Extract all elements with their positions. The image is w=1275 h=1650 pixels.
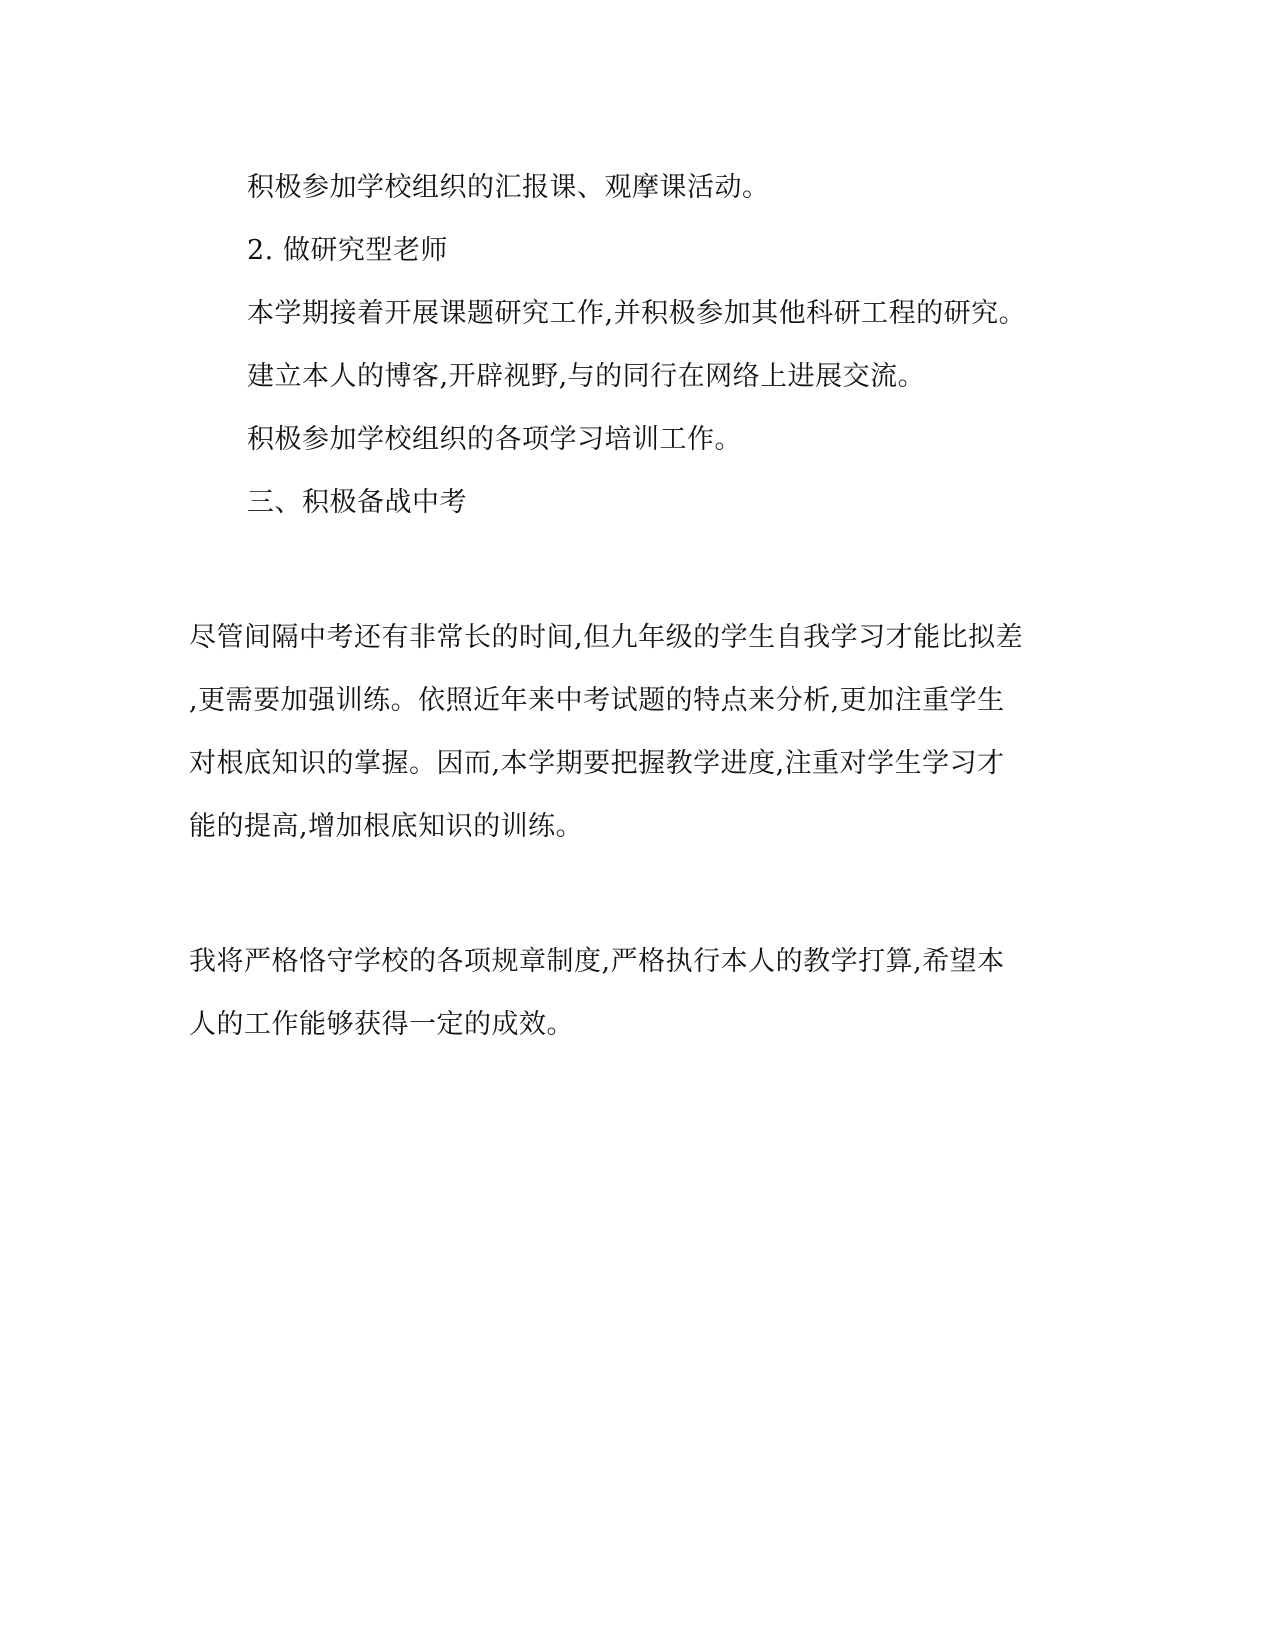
paragraph-line: 对根底知识的掌握。因而,本学期要把握教学进度,注重对学生学习才	[189, 748, 1005, 779]
list-item: 积极参加学校组织的各项学习培训工作。	[247, 424, 742, 455]
list-item: 积极参加学校组织的汇报课、观摩课活动。	[247, 172, 770, 203]
paragraph-line: 人的工作能够获得一定的成效。	[189, 1009, 574, 1040]
paragraph-line: 能的提高,增加根底知识的训练。	[189, 811, 584, 842]
section-heading: 三、积极备战中考	[247, 487, 467, 518]
section-heading: 2. 做研究型老师	[247, 235, 448, 266]
list-item: 本学期接着开展课题研究工作,并积极参加其他科研工程的研究。	[247, 298, 1027, 329]
paragraph-line: ,更需要加强训练。依照近年来中考试题的特点来分析,更加注重学生	[189, 685, 1005, 716]
paragraph-line: 我将严格恪守学校的各项规章制度,严格执行本人的教学打算,希望本	[189, 946, 1005, 977]
paragraph-line: 尽管间隔中考还有非常长的时间,但九年级的学生自我学习才能比拟差	[189, 622, 1024, 653]
list-item: 建立本人的博客,开辟视野,与的同行在网络上进展交流。	[247, 361, 926, 392]
